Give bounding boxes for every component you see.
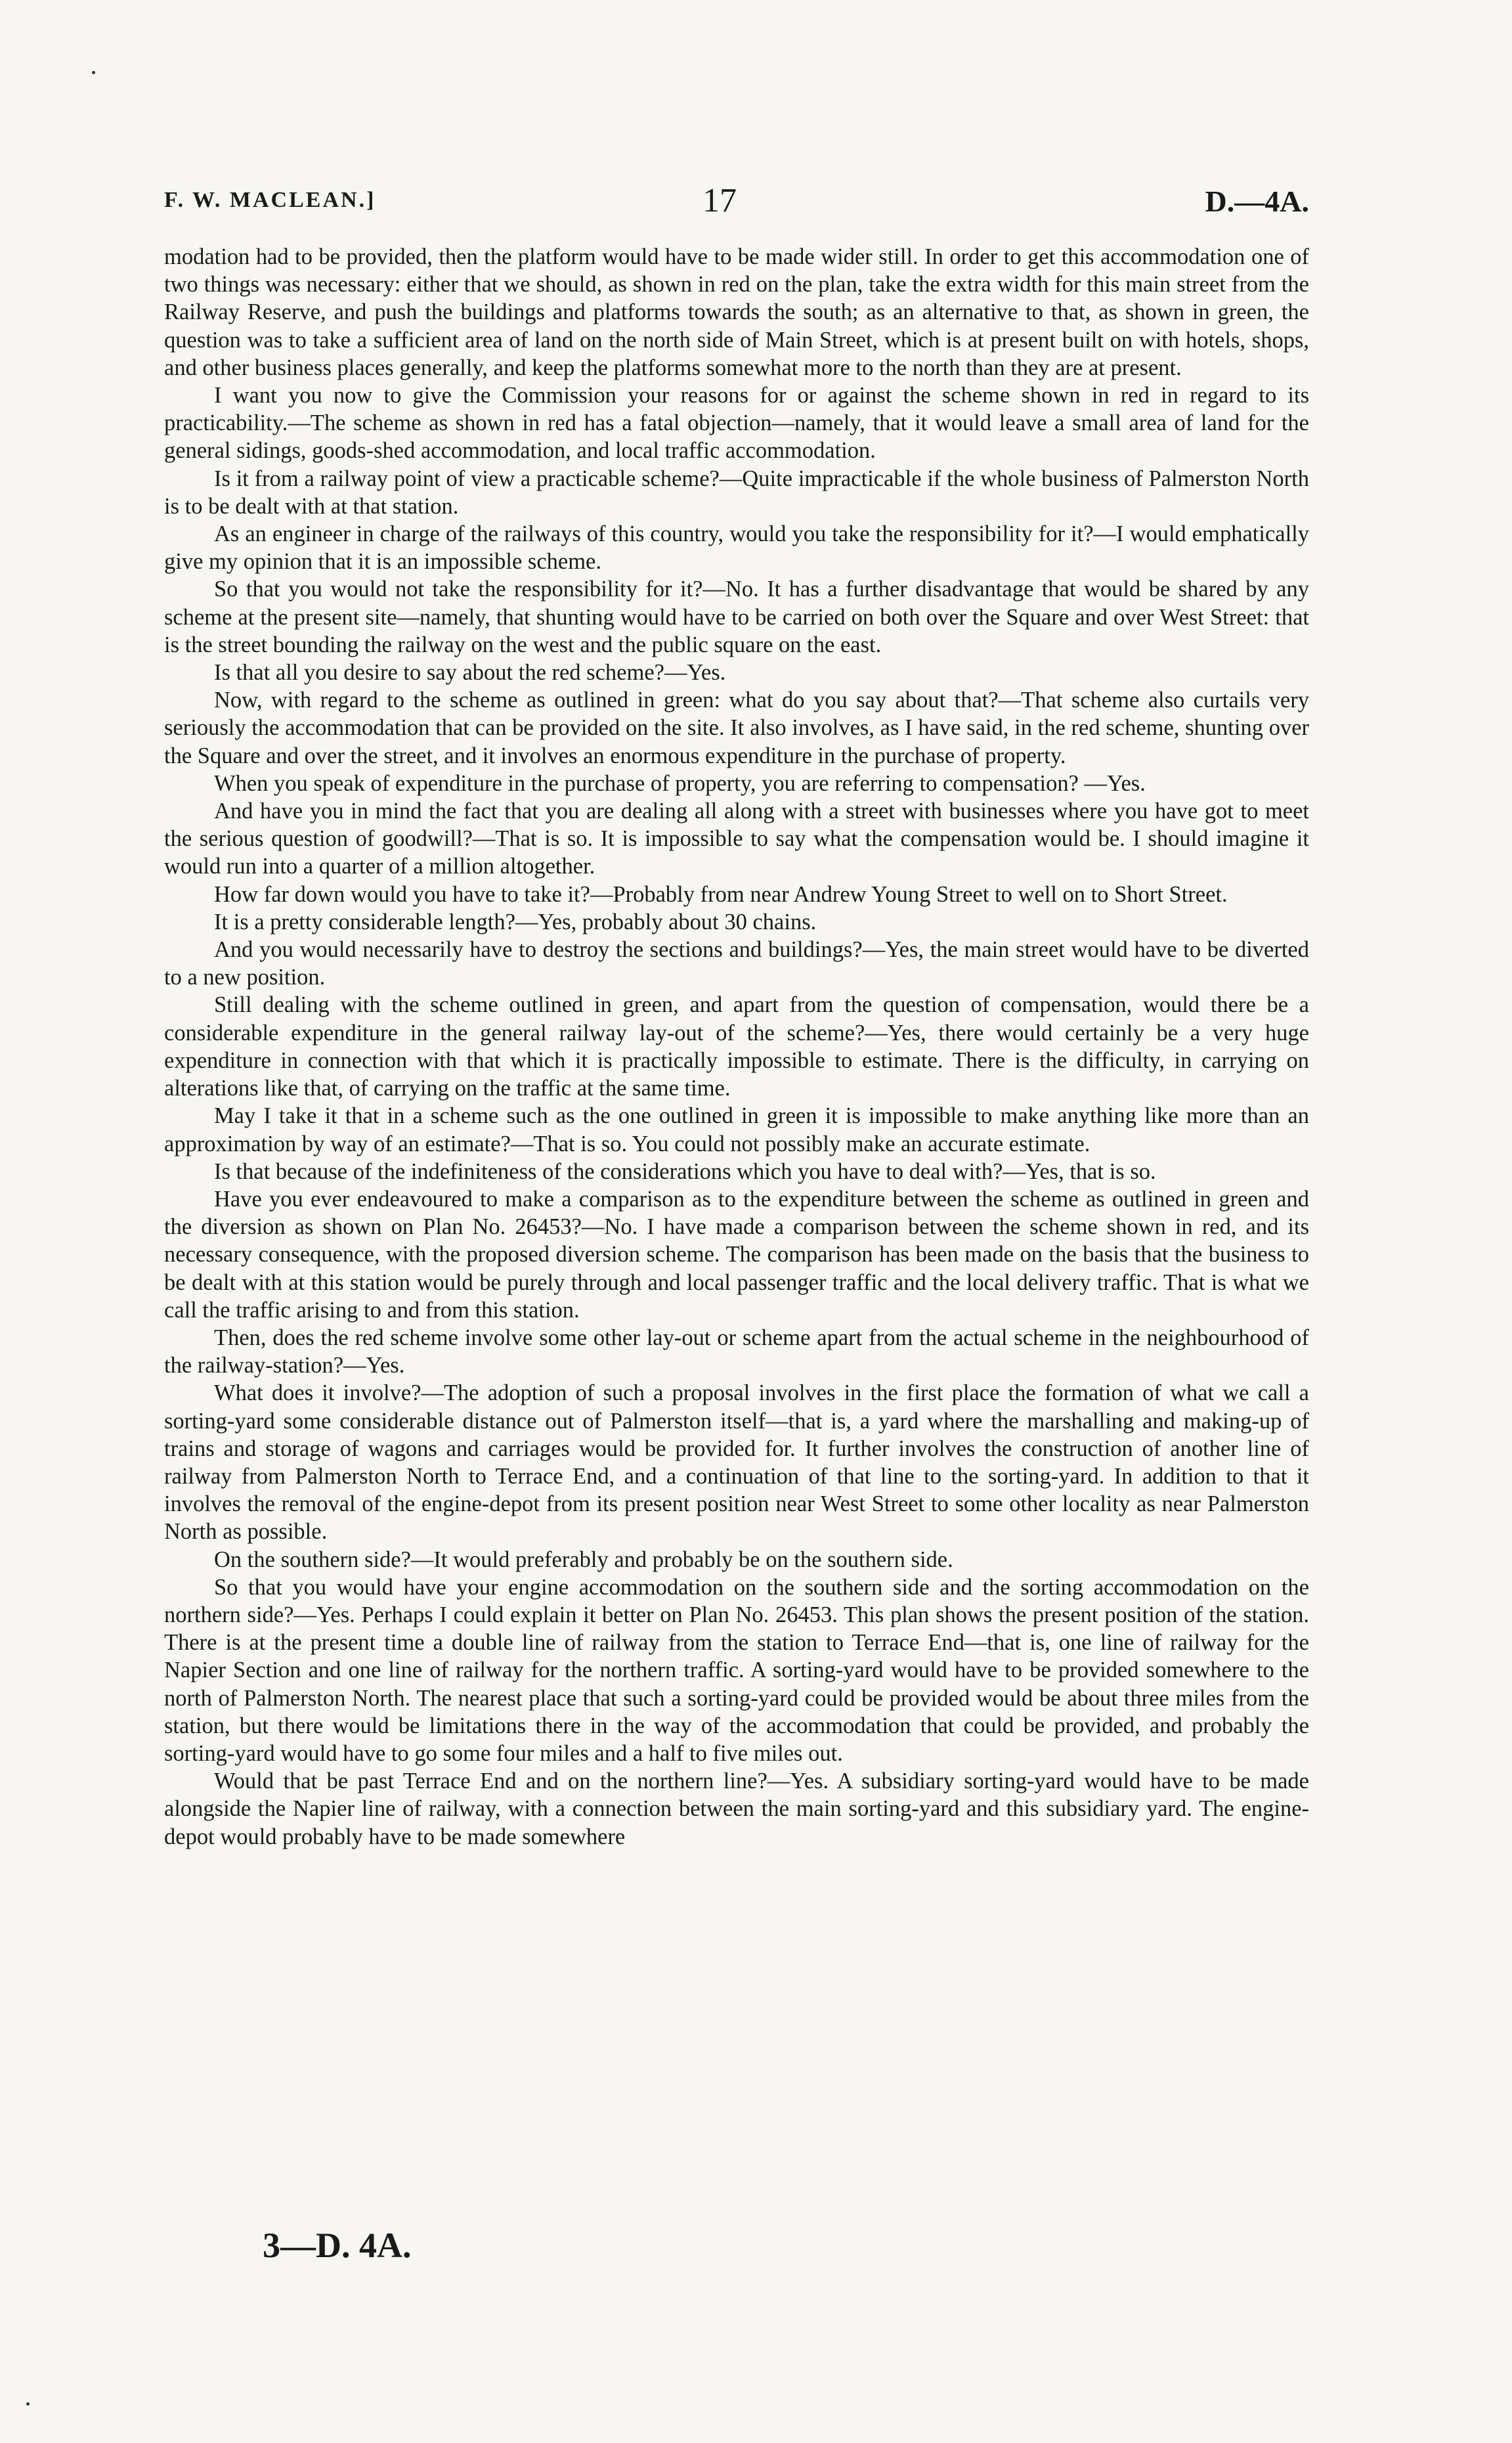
paragraph: Is that because of the indefiniteness of the considerations which you have to deal with?—Yes, that is so. <box>214 1158 1156 1184</box>
header-author: F. W. MACLEAN.] <box>164 188 376 212</box>
paragraph: modation had to be provided, then the platform would have to be made wider still. In order to get this accommodation one of two things was necessary: either that we should, as shown in red on the plan, take the extra width for this main street from the Railway Reserve, and push the buildings and platforms towards the south; as an alternative to that, as shown in green, the question was to take a sufficient area of land on the north side of Main Street, which is at present built on with hotels, shops, and other business places generally, and keep the platforms somewhat more to the north than they are at present. <box>164 244 1309 380</box>
paragraph: So that you would have your engine accommodation on the southern side and the sorting accommodation on the northern side?—Yes. Perhaps I could explain it better on Plan No. 26453. This plan shows the present position of the station. There is at the present time a double line of railway from the station to Terrace End—that is, one line of railway for the Napier Section and one line of railway for the northern traffic. A sorting-yard would have to be provided somewhere to the north of Palmerston North. The nearest place that such a sorting-yard could be provided would be about three miles from the station, but there would be limitations there in the way of the accommodation that could be provided, and probably the sorting-yard would have to go some four miles and a half to five miles out. <box>164 1574 1309 1766</box>
paragraph: May I take it that in a scheme such as the one outlined in green it is impossible to make anything like more than an approximation by way of an estimate?—That is so. You could not possibly make an accurate estimate. <box>164 1103 1309 1156</box>
signature-mark: 3—D. 4A. <box>263 2226 412 2265</box>
paragraph: On the southern side?—It would preferably and probably be on the southern side. <box>214 1547 953 1572</box>
paragraph: How far down would you have to take it?—Probably from near Andrew Young Street to well on to Short Street. <box>214 881 1228 907</box>
document-reference: D.—4A. <box>1205 185 1309 218</box>
paragraph: Now, with regard to the scheme as outlined in green: what do you say about that?—That scheme also curtails very seriously the accommodation that can be provided on the site. It also involves, as I have said, in the red scheme, shunting over the Square and over the street, and it involves an enormous expenditure in the purchase of property. <box>164 688 1309 768</box>
paragraph: I want you now to give the Commission your reasons for or against the scheme shown in red in regard to its practicability.—The scheme as shown in red has a fatal objection—namely, that it would leave a small area of land for the general sidings, goods-shed accommodation, and local traffic accommodation. <box>164 383 1309 464</box>
paragraph: And have you in mind the fact that you are dealing all along with a street with businesses where you have got to meet the serious question of goodwill?—That is so. It is impossible to say what the compensation would be. I should imagine it would run into a quarter of a million altogether. <box>164 799 1309 879</box>
paragraph: When you speak of expenditure in the purchase of property, you are referring to compensation? —Yes. <box>214 770 1146 796</box>
paragraph: What does it involve?—The adoption of such a proposal involves in the first place the formation of what we call a sorting-yard some considerable distance out of Palmerston itself—that is, a yard where the marshalling and making-up of trains and storage of wagons and carriages would be provided for. It further involves the construction of another line of railway from Palmerston North to Terrace End, and a continuation of that line to the sorting-yard. In addition to that it involves the removal of the engine-depot from its present position near West Street to some other locality as near Palmerston North as possible. <box>164 1380 1309 1545</box>
paragraph: Would that be past Terrace End and on the northern line?—Yes. A subsidiary sorting-yard would have to be made alongside the Napier line of railway, with a connection between the main sorting-yard and this subsidiary yard. The engine-depot would probably have to be made somewhere <box>164 1769 1309 1849</box>
page-number: 17 <box>702 182 737 219</box>
paragraph: Still dealing with the scheme outlined in green, and apart from the question of compensation, would there be a considerable expenditure in the general railway lay-out of the scheme?—Yes, there would certainly be a very huge expenditure in connection with that which it is practically impossible to estimate. There is the difficulty, in carrying on alterations like that, of carrying on the traffic at the same time. <box>164 992 1309 1101</box>
paragraph: Then, does the red scheme involve some other lay-out or scheme apart from the actual scheme in the neighbourhood of the railway-station?—Yes. <box>164 1325 1309 1378</box>
paragraph: Is it from a railway point of view a practicable scheme?—Quite impracticable if the whole business of Palmerston North is to be dealt with at that station. <box>164 466 1309 519</box>
paragraph: As an engineer in charge of the railways of this country, would you take the responsibility for it?—I would emphatically give my opinion that it is an impossible scheme. <box>164 521 1309 575</box>
scan-speck <box>92 71 95 74</box>
page-header <box>164 182 1309 227</box>
scan-speck <box>26 2402 30 2406</box>
paragraph: And you would necessarily have to destroy the sections and buildings?—Yes, the main street would have to be diverted to a new position. <box>164 937 1309 990</box>
paragraph: Is that all you desire to say about the red scheme?—Yes. <box>214 660 726 686</box>
paragraph: Have you ever endeavoured to make a comparison as to the expenditure between the scheme as outlined in green and the diversion as shown on Plan No. 26453?—No. I have made a comparison between the scheme shown in red, and its necessary consequence, with the proposed diversion scheme. The comparison has been made on the basis that the business to be dealt with at this station would be purely through and local passenger traffic and the local delivery traffic. That is what we call the traffic arising to and from this station. <box>164 1186 1309 1323</box>
paragraph: It is a pretty considerable length?—Yes, probably about 30 chains. <box>214 909 817 935</box>
testimony-text <box>164 243 1309 1851</box>
paragraph: So that you would not take the responsibility for it?—No. It has a further disadvantage that would be shared by any scheme at the present site—namely, that shunting would have to be carried on both over the Square and over West Street: that is the street bounding the railway on the west and the public square on the east. <box>164 577 1309 657</box>
